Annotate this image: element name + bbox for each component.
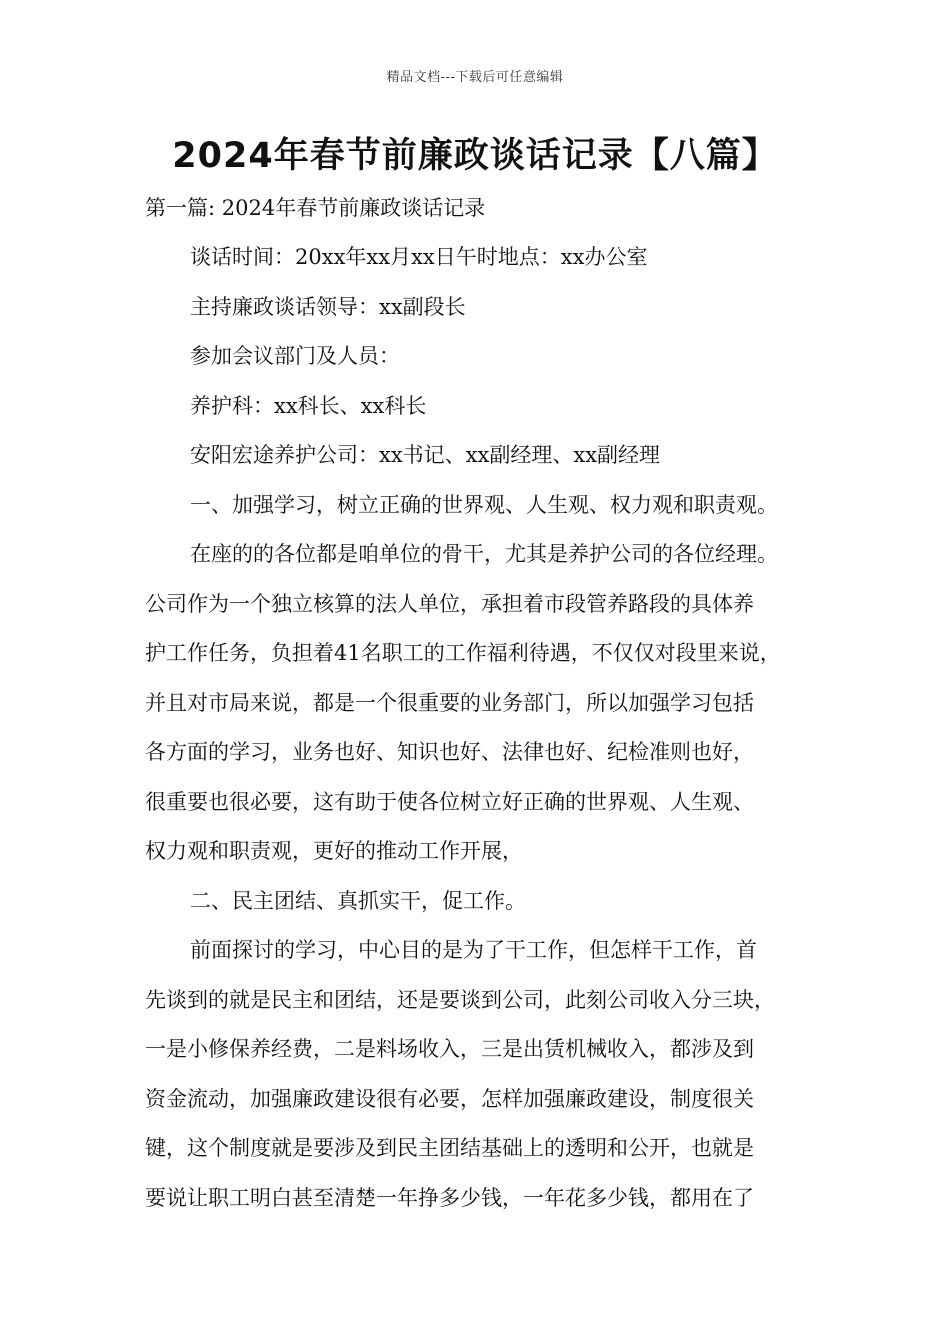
paragraph-line: 养护科：xx科长、xx科长 xyxy=(190,394,427,418)
paragraph-line: 各方面的学习，业务也好、知识也好、法律也好、纪检准则也好， xyxy=(145,740,754,764)
paragraph-line: 键，这个制度就是要涉及到民主团结基础上的透明和公开，也就是 xyxy=(145,1136,754,1160)
paragraph-line: 前面探讨的学习，中心目的是为了干工作，但怎样干工作，首 xyxy=(190,938,757,962)
paragraph-line: 先谈到的就是民主和团结，还是要谈到公司，此刻公司收入分三块， xyxy=(145,988,775,1012)
paragraph-line: 一是小修保养经费，二是料场收入，三是出赁机械收入，都涉及到 xyxy=(145,1037,754,1061)
paragraph-line: 在座的的各位都是咱单位的骨干，尤其是养护公司的各位经理。 xyxy=(190,542,778,566)
paragraph-line: 护工作任务，负担着41名职工的工作福利待遇，不仅仅对段里来说， xyxy=(145,641,781,665)
document-title: 2024年春节前廉政谈话记录【八篇】 xyxy=(172,136,778,176)
paragraph-line: 公司作为一个独立核算的法人单位，承担着市段管养路段的具体养 xyxy=(145,592,754,616)
header-note: 精品文档---下载后可任意编辑 xyxy=(386,70,564,85)
section-heading: 第一篇: 2024年春节前廉政谈话记录 xyxy=(145,196,486,220)
paragraph-line: 一、加强学习，树立正确的世界观、人生观、权力观和职责观。 xyxy=(190,493,778,517)
paragraph-line: 要说让职工明白甚至清楚一年挣多少钱，一年花多少钱，都用在了 xyxy=(145,1186,754,1210)
paragraph-line: 主持廉政谈话领导：xx副段长 xyxy=(190,295,466,319)
paragraph-line: 二、民主团结、真抓实干，促工作。 xyxy=(190,889,526,913)
paragraph-line: 参加会议部门及人员： xyxy=(190,344,400,368)
paragraph-line: 安阳宏途养护公司：xx书记、xx副经理、xx副经理 xyxy=(190,443,661,467)
paragraph-line: 很重要也很必要，这有助于使各位树立好正确的世界观、人生观、 xyxy=(145,790,754,814)
paragraph-line: 权力观和职责观，更好的推动工作开展， xyxy=(145,839,523,863)
paragraph-line: 谈话时间：20xx年xx月xx日午时地点：xx办公室 xyxy=(190,245,648,269)
paragraph-line: 并且对市局来说，都是一个很重要的业务部门，所以加强学习包括 xyxy=(145,691,754,715)
paragraph-line: 资金流动，加强廉政建设很有必要，怎样加强廉政建设，制度很关 xyxy=(145,1087,754,1111)
